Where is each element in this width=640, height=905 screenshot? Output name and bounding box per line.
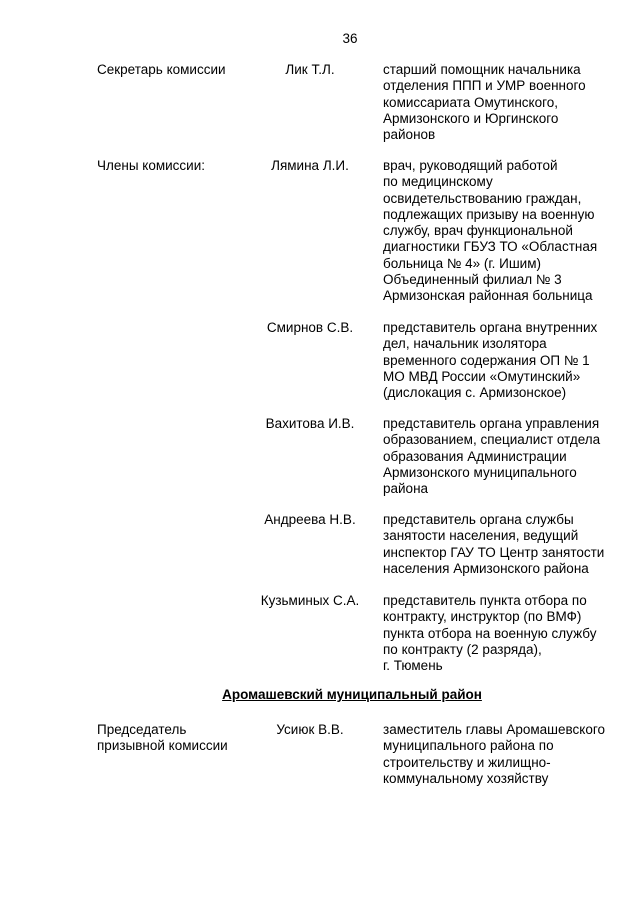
entry-description: старший помощник начальника отделения ППП и УМР военного комиссариата Омутинского, Армизонского и Юргинского районов bbox=[383, 62, 586, 143]
entry-description: представитель органа внутренних дел, начальник изолятора временного содержания ОП № 1 МО МВД России «Омутинский» (дислокация с. Армизонское) bbox=[383, 320, 598, 401]
entry-role: Председатель призывной комиссии bbox=[97, 722, 228, 754]
entry-person-name: Усиюк В.В. bbox=[276, 722, 344, 737]
entry-description: заместитель главы Аромашевского муниципального района по строительству и жилищно- коммунальному хозяйству bbox=[383, 722, 605, 786]
section-title: Аромашевский муниципальный район bbox=[222, 687, 482, 702]
entry-person-name: Лик Т.Л. bbox=[285, 62, 335, 77]
entry-description: врач, руководящий работой по медицинскому освидетельствованию граждан, подлежащих призыву на военную службу, врач функциональной диагностики ГБУЗ ТО «Областная больница № 4» (г. Ишим) Объединенный филиал № 3 Армизонская районная больница bbox=[383, 158, 598, 304]
entry-role: Секретарь комиссии bbox=[97, 62, 226, 77]
entry-person-name: Смирнов С.В. bbox=[266, 320, 354, 335]
entry-person-name: Андреева Н.В. bbox=[264, 512, 356, 527]
entry-description: представитель органа управления образованием, специалист отдела образования Администрации Армизонского муниципального района bbox=[383, 416, 601, 497]
entry-person-name: Кузьминых С.А. bbox=[260, 593, 360, 608]
page-number: 36 bbox=[342, 31, 358, 46]
entry-role: Члены комиссии: bbox=[97, 158, 206, 173]
entry-person-name: Лямина Л.И. bbox=[271, 158, 349, 173]
entry-description: представитель пункта отбора по контракту, инструктор (по ВМФ) пункта отбора на военную службу по контракту (2 разряда), г. Тюмень bbox=[383, 593, 597, 674]
entry-person-name: Вахитова И.В. bbox=[265, 416, 355, 431]
entry-description: представитель органа службы занятости населения, ведущий инспектор ГАУ ТО Центр занятости населения Армизонского района bbox=[383, 512, 605, 576]
